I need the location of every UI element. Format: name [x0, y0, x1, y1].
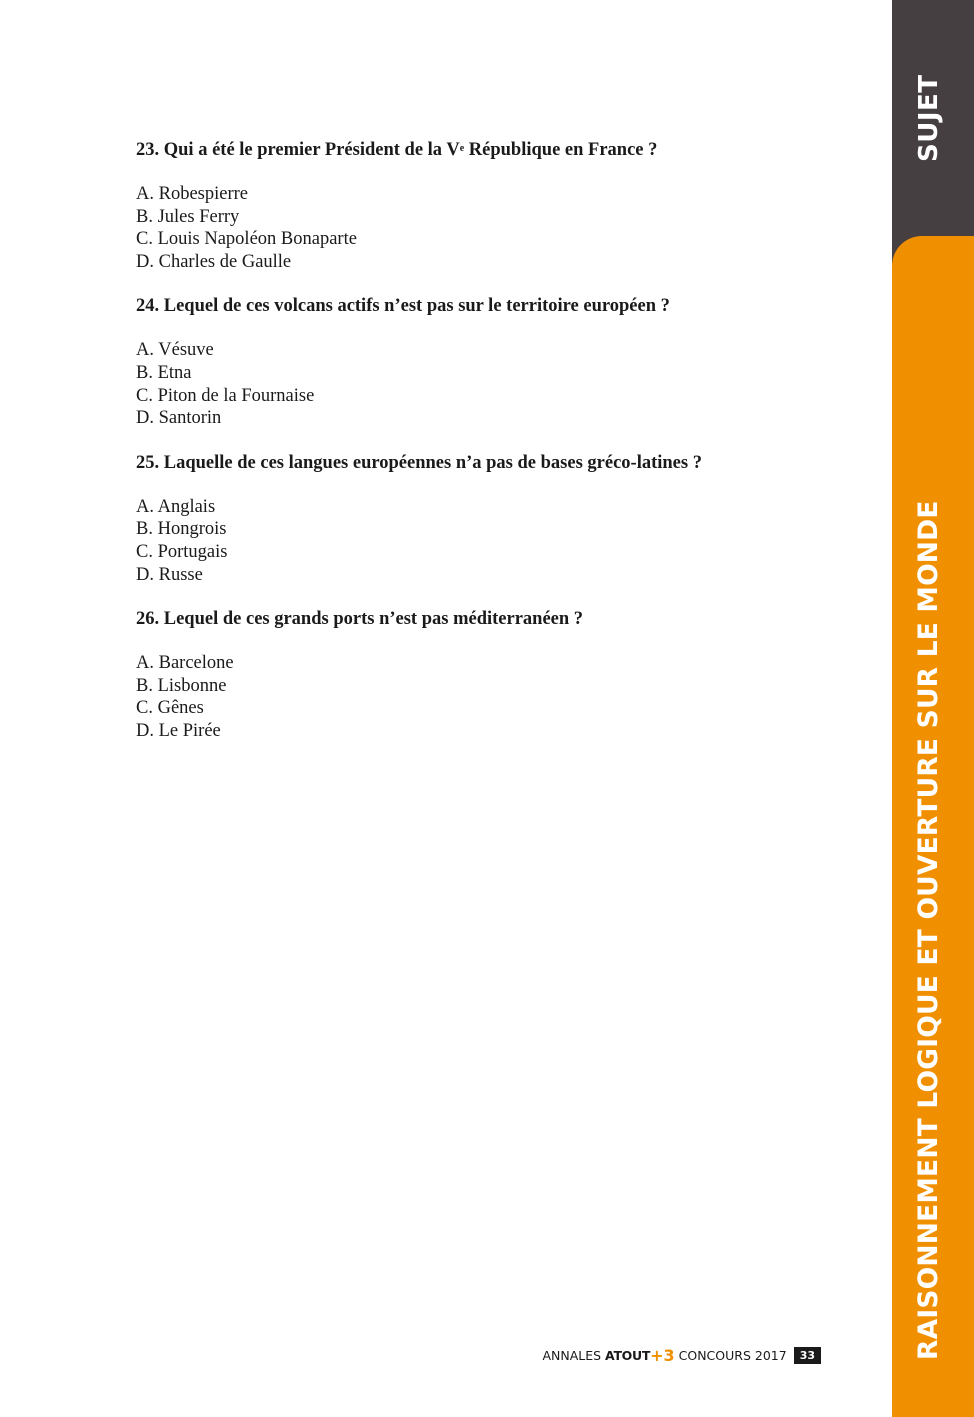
footer-annales: ANNALES — [542, 1347, 602, 1363]
answer-options — [136, 183, 856, 273]
question-block — [136, 451, 856, 586]
answer-option: C. Portugais — [136, 541, 228, 562]
question-block — [136, 138, 856, 273]
answer-option: A. Vésuve — [136, 340, 214, 361]
answer-options — [136, 652, 856, 742]
answer-option: B. Hongrois — [136, 519, 227, 540]
answer-option: A. Anglais — [136, 496, 216, 517]
answer-option: B. Jules Ferry — [136, 206, 240, 227]
page-footer — [542, 1345, 821, 1365]
answer-options — [136, 339, 856, 429]
answer-option: D. Santorin — [136, 408, 222, 429]
footer-concours: CONCOURS 2017 — [678, 1347, 787, 1363]
answer-option: A. Barcelone — [136, 653, 234, 674]
question-list — [136, 138, 856, 764]
footer-atout-logo: ATOUT — [605, 1347, 651, 1363]
question-title: 25. Laquelle de ces langues européennes n’a pas de bases gréco-latines ? — [136, 452, 702, 473]
answer-options — [136, 496, 856, 586]
footer-plus3-logo: +3 — [650, 1345, 675, 1365]
answer-option: D. Le Pirée — [136, 720, 221, 741]
question-block — [136, 294, 856, 429]
answer-option: C. Gênes — [136, 698, 204, 719]
sujet-label: SUJET — [914, 74, 944, 162]
page-number: 33 — [794, 1347, 821, 1364]
answer-option: B. Lisbonne — [136, 675, 227, 696]
answer-option: C. Piton de la Fournaise — [136, 385, 315, 406]
question-title: 23. Qui a été le premier Président de la Ve République en France ? — [136, 140, 658, 160]
question-title: 24. Lequel de ces volcans actifs n’est pas sur le territoire européen ? — [136, 296, 670, 317]
section-label: RAISONNEMENT LOGIQUE ET OUVERTURE SUR LE MONDE — [913, 500, 944, 1360]
answer-option: B. Etna — [136, 362, 192, 383]
answer-option: D. Russe — [136, 564, 203, 585]
question-title: 26. Lequel de ces grands ports n’est pas méditerranéen ? — [136, 609, 584, 630]
answer-option: A. Robespierre — [136, 184, 248, 204]
answer-option: C. Louis Napoléon Bonaparte — [136, 229, 357, 250]
question-block — [136, 607, 856, 742]
answer-option: D. Charles de Gaulle — [136, 251, 292, 272]
